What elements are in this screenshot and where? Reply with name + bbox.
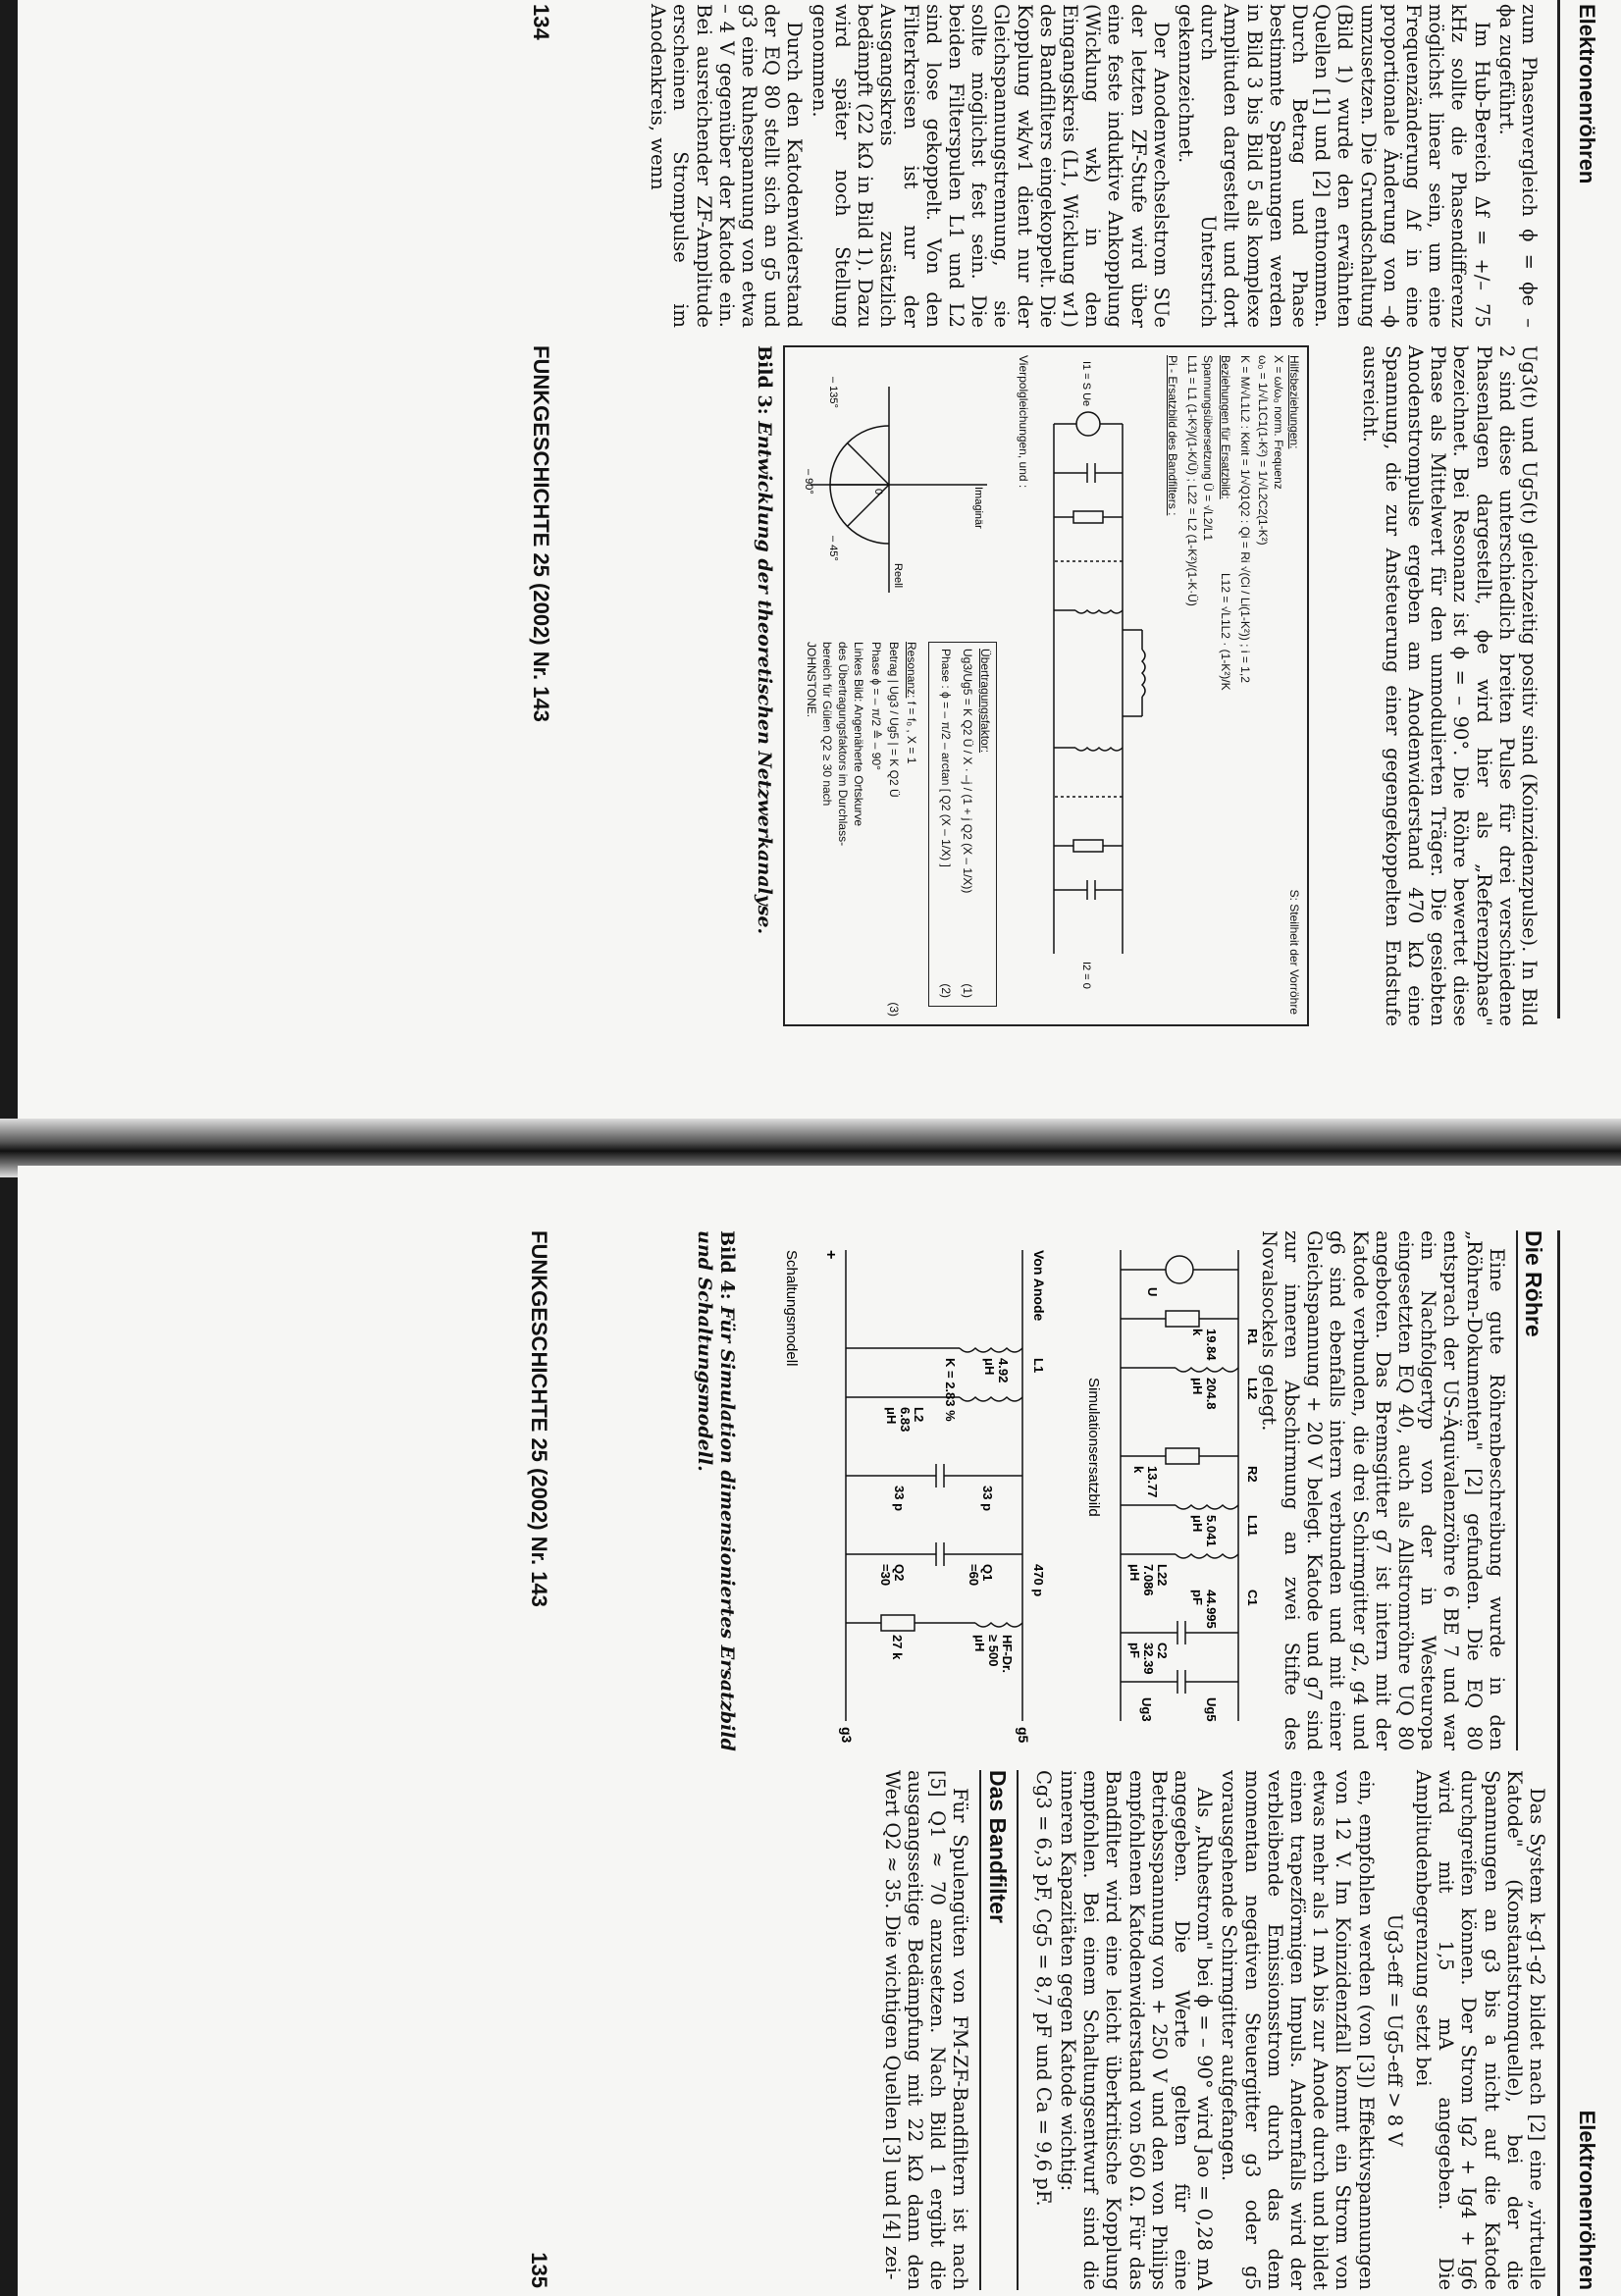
label-i2: I2 = 0 (1080, 962, 1092, 989)
paragraph: Als „Ruhestrom" bei ϕ = – 90° wird Jao = 0,28 mA angegeben. Die Werte gelten für eine Betriebsspannung von + 250 V und den von Philips empfohlenen Katodenwiderstand von 560 Ω. Für das Bandfilter wird eine leicht überkritische Kopplung empfohlen. Bei einem Schaltungsentwurf sind die inneren Kapazitäten gegen Katode wichtig: (1056, 1770, 1217, 2290)
paragraph: zum Phasenvergleich ϕ = ϕe – ϕa zugeführt. (1494, 4, 1541, 328)
box-line: Übertragungsfaktor: (978, 649, 992, 754)
section-rule (1516, 1230, 1518, 1750)
page-number: 135 (527, 2252, 551, 2288)
section-rule (1017, 1770, 1019, 2290)
value: ≥ 500 (986, 1635, 1001, 1667)
value: 44.995 (1204, 1590, 1219, 1629)
section-title-roehre: Die Röhre (1521, 1230, 1546, 1337)
diagram-title: Simulationsersatzbild (1085, 1378, 1102, 1517)
label: L11 (1245, 1515, 1260, 1537)
figure-caption (753, 345, 775, 1026)
figure-bild-3 (783, 345, 1309, 1026)
box-line: bereich für Gülen Q2 ≥ 30 nach (820, 642, 834, 807)
angle-label: 0 (872, 489, 884, 496)
label: L22 (1155, 1564, 1170, 1587)
coupling: K = 2.83 % (943, 1358, 958, 1422)
formula: Cg3 = 6,3 pF, Cg5 = 8,7 pF und Ca = 9,6 pF. (1031, 1770, 1055, 2207)
caption-text: Entwicklung der theoretischen Netzwerkanalyse. (754, 421, 775, 935)
axis-label-real: Reell (892, 563, 904, 589)
box-line: L11 = L1 (1-K²)/(1-K/Ü) ; L22 = L2 (1-K²)/(1-K·Ü) (1185, 355, 1199, 606)
unit: k (1131, 1466, 1146, 1474)
box-line: Spannungsübersetzung Ü = √L2/L1 (1201, 355, 1215, 542)
box-line: X = ω/ω₀ norm. Frequenz (1272, 355, 1285, 490)
value: =30 (878, 1564, 893, 1587)
unit: μH (972, 1635, 987, 1652)
label: g5 (1016, 1727, 1031, 1744)
text-column-right (1356, 345, 1541, 1026)
value: 27 k (890, 1635, 905, 1660)
page-134 (18, 0, 1621, 1128)
label: C2 (1155, 1643, 1170, 1659)
box-line: L12 = √L1L2 · (1-K²)/K (1219, 573, 1232, 691)
header-rule (1557, 1230, 1560, 2296)
running-header: Elektronenröhren (1575, 4, 1599, 184)
label: U (1145, 1287, 1160, 1297)
label: L12 (1245, 1378, 1260, 1400)
value: 33 p (892, 1486, 907, 1512)
value: 204.8 (1204, 1378, 1219, 1410)
header-rule (1557, 0, 1560, 1018)
unit: μH (982, 1358, 997, 1376)
value: 6.83 (898, 1407, 913, 1433)
circuit-model (767, 1230, 1062, 1760)
caption-label: Bild 4: (716, 1230, 738, 1300)
box-line (904, 642, 918, 763)
equation-number: (3) (887, 1002, 901, 1017)
text-column-2 (879, 1770, 1548, 2290)
value: 33 p (980, 1486, 995, 1512)
label: g3 (839, 1727, 855, 1744)
page-footer: FUNKGESCHICHTE 25 (2002) Nr. 143 (529, 345, 553, 722)
page-135 (18, 1166, 1621, 2296)
label: Von Anode (1031, 1250, 1047, 1322)
label: R2 (1245, 1466, 1260, 1483)
label: R1 (1245, 1329, 1260, 1345)
label: C1 (1245, 1590, 1260, 1606)
value: 13.77 (1145, 1466, 1160, 1498)
caption-text: Für Simulation dimensioniertes Ersatzbild und Schaltungsmodell. (694, 1230, 738, 1751)
box-line: Phase ϕ = – π/2 ≙ – 90° (869, 642, 883, 770)
unit: μH (1190, 1378, 1205, 1395)
axis-label-imaginary: Imaginär (972, 487, 984, 529)
box-line: Ug3/Ug5 = K Q2 Ü / X · –j / (1 + j Q2 (X – 1/X)) (961, 649, 974, 894)
angle-label: – 90° (803, 469, 814, 495)
label-i1: I1 = S Ue (1080, 361, 1092, 407)
box-line: ω₀ = 1/√L1C1(1-K²) = 1/√L2C2(1-K²) (1256, 355, 1270, 546)
equation-number: (1) (961, 983, 974, 998)
box-line: Betrag | Ug3 / Ug5 | = K Q2 Ü (887, 642, 901, 798)
value: 19.84 (1204, 1329, 1219, 1361)
text-column-1 (1256, 1230, 1548, 1750)
caption-label: Bild 3: (754, 345, 775, 415)
paragraph: Der Anodenwechselstrom SUe der letzten ZF-Stufe wird über eine feste induktive Ankopplung (Wicklung wk) in den Eingangskreis (L1, Wicklung w1) des Bandfilters eingekoppelt. Die Kopplung wk/w1 dient nur der Gleichspannungstrennung, sie sollte möglichst fest sein. Die beiden Filterspulen L1 und L2 sind lose gekoppelt. Von den Filterkreisen ist nur der Ausgangskreis zusätzlich bedämpft (22 kΩ in Bild 1). Dazu wird später noch Stellung genommen. (808, 4, 1173, 328)
resonance-title: Resonanz: (905, 642, 918, 699)
box-line: K = M/√L1L2 : Kkrit = 1/√Q1Q2 : Qi = Ri √(Ci / Li(1-K²)) ; i = 1,2 (1238, 355, 1252, 683)
page-number: 134 (529, 4, 553, 40)
value: 7.086 (1141, 1564, 1156, 1596)
paragraph: ein, empfohlen werden (von [3]) Effektivspannungen von 12 V. Im Koinzidenzfall kommt ein Strom von etwas mehr als 1 mA bis zur Anode durch und bildet einen trapezförmigen Impuls. Andernfalls wird der verbleibende Emissionsstrom durch das dem momentan negativen Steuergitter g3 oder g5 vorausgehende Schirmgitter aufgefangen. (1218, 1770, 1378, 2290)
box-line: JOHNSTONE. (805, 642, 818, 718)
label: HF-Dr. (1000, 1635, 1015, 1673)
box-line: S: Steilheit der Vorröhre (1287, 889, 1301, 1015)
pi-equivalent-circuit (1034, 355, 1162, 1015)
value: 5.041 (1204, 1515, 1219, 1547)
value: 470 p (1031, 1564, 1046, 1597)
label: L1 (1031, 1358, 1046, 1374)
value: 4.92 (996, 1358, 1011, 1383)
section-title-bandfilter: Das Bandfilter (984, 1770, 1011, 1923)
paragraph: Für Spulengüten von FM-ZF-Bandfiltern ist nach [5] Q1 ≈ 70 anzusetzen. Nach Bild 1 ergibt die ausgangsseitige Bedämpfung mit 22 kΩ dann den Wert Q2 ≈ 35. Die wichtigen Quellen [3] und [4] zei- (880, 1770, 972, 2290)
diagram-title: Schaltungsmodell (783, 1250, 800, 1367)
value: =60 (967, 1564, 981, 1587)
unit: μH (1127, 1564, 1142, 1582)
formula: Ug3-eff = Ug5-eff > 8 V (1383, 1913, 1406, 2147)
simulation-circuit (1072, 1230, 1268, 1760)
locus-diagram (801, 367, 997, 612)
paragraph: Im Hub-Bereich Δf = +/– 75 kHz sollte die Phasendifferenz möglichst linear sein, um eine Frequenzänderung Δf in eine proportionale Änderung von –ϕ umzusetzen. Die Grundschaltung (Bild 1) wurde den erwähnten Quellen [1] und [2] entnommen. Durch Betrag und Phase bestimmte Spannungen werden in Bild 3 bis Bild 5 als komplexe Amplituden dargestellt und dort durch Unterstrich gekennzeichnet. (1174, 4, 1493, 328)
equation-number: (2) (939, 983, 953, 998)
angle-label: – 135° (827, 377, 839, 408)
box-line: Linkes Bild: Angenäherte Ortskurve (852, 642, 865, 827)
paragraph: Das System k-g1-g2 bildet nach [2] eine „virtuelle Katode" (Konstantstromquelle), bei der die Spannungen an g3 bis a nicht auf die Katode durchgreifen können. Der Strom Ig2 + Ig4 + Ig6 wird mit 1,5 mA angegeben. Die Amplitudenbegrenzung setzt bei (1411, 1770, 1548, 2290)
label: Ug3 (1139, 1697, 1154, 1722)
paragraph: Ug3(t) und Ug5(t) gleichzeitig positiv sind (Koinzidenzpulse). In Bild 2 sind diese unterschiedlich breiten Pulse für drei verschiedene Phasenlagen dargestellt, ϕe wird hier als „Referenzphase" bezeichnet. Bei Resonanz ist ϕ = – 90°. Die Röhre bewertet diese Phase als Mittelwert für den unmodulierten Träger. Die gesiebten Anodenstrompulse ergeben am Anodenwiderstand 470 kΩ eine Spannung, die zur Ansteuerung einer gegengekoppelten Endstufe ausreicht. (1358, 345, 1541, 1026)
page-134-content (18, 0, 1621, 1128)
label: Ug5 (1204, 1697, 1219, 1722)
paragraph: Durch den Katodenwiderstand der EQ 80 stellt sich an g5 und g3 eine Ruhespannung von etwa – 4 V gegenüber der Katode ein. Bei ausreichender ZF-Amplitude erscheinen Strompulse im Anodenkreis, wenn (647, 4, 807, 328)
unit: pF (1127, 1643, 1142, 1658)
section-rule (979, 1770, 981, 2290)
running-header: Elektronenröhren (1575, 2110, 1599, 2290)
transfer-factor-box (928, 642, 997, 1007)
label: + (822, 1250, 839, 1260)
figure-caption (693, 1230, 738, 1760)
label: Q1 (980, 1564, 995, 1582)
angle-label: – 45° (827, 536, 839, 561)
label: Q2 (892, 1564, 907, 1582)
box-line: Phase : ϕ = – π/2 – arctan [ Q2 (X – 1/X) ] (939, 649, 953, 867)
unit: pF (1190, 1590, 1205, 1605)
unit: μH (884, 1407, 899, 1425)
value: 32.39 (1141, 1643, 1156, 1675)
label: L2 (912, 1407, 926, 1423)
unit: μH (1190, 1515, 1205, 1533)
box-line: Hilfsbeziehungen: (1287, 355, 1301, 449)
unit: k (1190, 1329, 1205, 1336)
box-line: Vierpolgleichungen, und : (1017, 355, 1030, 489)
box-line: Pi - Ersatzbild des Bandfilters : (1166, 355, 1179, 516)
box-line: Beziehungen für Ersatzbild: (1219, 355, 1232, 499)
page-footer: FUNKGESCHICHTE 25 (2002) Nr. 143 (527, 1230, 551, 1607)
text-column-left (645, 4, 1541, 328)
page-135-content (18, 1166, 1621, 2296)
paragraph: Eine gute Röhrenbeschreibung wurde in den „Röhren-Dokumenten" [2] gefunden. Die EQ 80 entsprach der US-Äquivalenzröhre 6 BE 7 und war ein Nachfolgertyp von der in Westeuropa eingesetzten EQ 40, auch als Allstromröhre UQ 80 angeboten. Das Bremsgitter g7 ist intern mit der Katode verbunden, die drei Schirmgitter g2, g4 und g6 sind ebenfalls intern verbunden und mit einer Gleichspannung + 20 V belegt. Katode und g7 sind zur inneren Abschirmung an zwei Stifte des Novalsockels gelegt. (1257, 1230, 1508, 1750)
resonance-condition: f = f₀ , X = 1 (905, 701, 918, 764)
box-line: des Übertragungsfaktors im Durchlass- (836, 642, 850, 847)
